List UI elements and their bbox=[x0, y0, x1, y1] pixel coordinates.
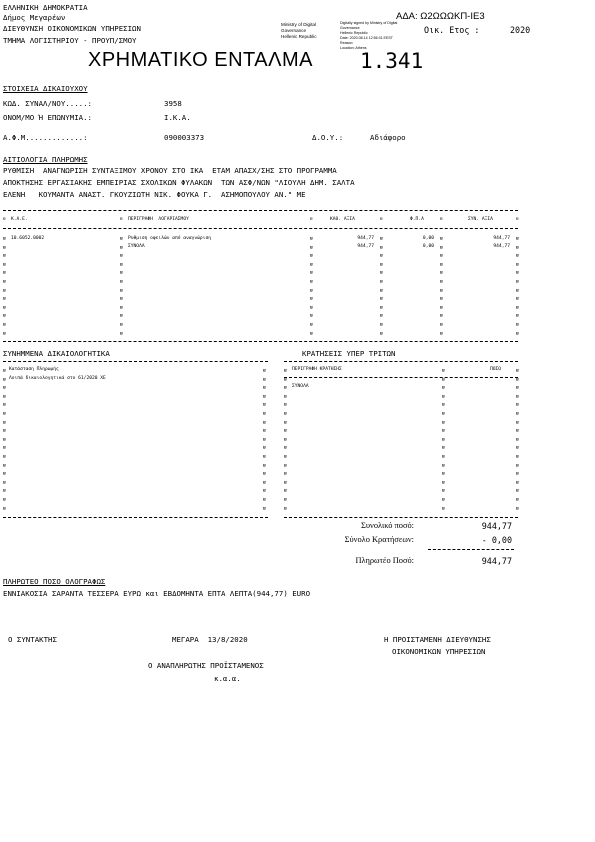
justification-line-2: ΑΠΟΚΤΗΣΗΣ ΕΡΓΑΣΙΑΚΗΣ ΕΜΠΕΙΡΙΑΣ ΣΧΟΛΙΚΩΝ ΦΥΛΑΚΩΝ ΤΩΝ ΑΣΦ/ΝΩΝ "ΛΙΟΥΛΗ ΔΗΜ. ΣΑΛΤΑ bbox=[3, 178, 355, 187]
deputy-signature-2: κ.α.α. bbox=[214, 674, 241, 683]
stamp-left-1: Ministry of Digital bbox=[281, 22, 316, 27]
deductions-border: ɐ ɐ ɐ ɐ ɐ ɐ ɐ ɐ ɐ ɐ ɐ ɐ ɐ ɐ ɐ ɐ ɐ bbox=[516, 368, 520, 512]
col-total: ΣΥΝ. ΑΞΙΑ bbox=[468, 217, 493, 222]
words-text: ΕΝΝΙΑΚΟΣΙΑ ΣΑΡΑΝΤΑ ΤΕΣΣΕΡΑ ΕΥΡΩ και ΕΒΔΟΜΗΝΤΑ ΕΠΤΑ ΛΕΠΤΑ(944,77) EURO bbox=[3, 589, 311, 598]
stamp-left-3: Hellenic Republic bbox=[281, 34, 317, 39]
row-desc: Ρυθμιση οφειλών από αναγνώριση bbox=[128, 236, 211, 241]
fiscal-year-label: Οικ. Ετος : bbox=[424, 25, 480, 35]
document-number: 1.341 bbox=[360, 49, 424, 73]
name-label: ΟΝΟΜ/ΜΟ Ή ΕΠΩΝΥΜΙΑ.: bbox=[3, 113, 92, 122]
justification-heading: ΑΙΤΙΟΛΟΓΙΑ ΠΛΗΡΩΜΗΣ bbox=[3, 155, 88, 164]
deputy-signature-1: Ο ΑΝΑΠΛΗΡΩΤΗΣ ΠΡΟΪΣΤΑΜΕΝΟΣ bbox=[148, 661, 264, 670]
payable-label: Πληρωτέο Ποσό: bbox=[355, 556, 414, 565]
table-bottom-rule bbox=[3, 341, 518, 342]
deductions-heading: ΚΡΑΤΗΣΕΙΣ ΥΠΕΡ ΤΡΙΤΩΝ bbox=[302, 349, 396, 358]
document-title: ΧΡΗΜΑΤΙΚΟ ΕΝΤΑΛΜΑ bbox=[88, 49, 313, 71]
afm-value: 090003373 bbox=[164, 133, 205, 142]
deductions-border: ɐ ɐ ɐ ɐ ɐ ɐ ɐ ɐ ɐ ɐ ɐ ɐ ɐ ɐ ɐ ɐ ɐ bbox=[442, 368, 446, 512]
author-signature: Ο ΣΥΝΤΑΚΤΗΣ bbox=[8, 635, 57, 644]
row-kae: 10.6052.0002 bbox=[11, 236, 45, 241]
beneficiary-heading: ΣΤΟΙΧΕΙΑ ΔΙΚΑΙΟΥΧΟΥ bbox=[3, 84, 88, 93]
director-signature-2: ΟΙΚΟΝΟΜΙΚΩΝ ΥΠΗΡΕΣΙΩΝ bbox=[392, 647, 486, 656]
table-column-border: ɐ ɐ ɐ ɐ ɐ ɐ ɐ ɐ ɐ ɐ ɐ ɐ bbox=[380, 236, 384, 337]
row-net: 944,77 bbox=[357, 244, 374, 249]
code-value: 3958 bbox=[164, 99, 182, 108]
deductions-col-amount: ΠΟΣΟ bbox=[490, 367, 502, 372]
table-column-border: ɐ ɐ ɐ ɐ ɐ ɐ ɐ ɐ ɐ ɐ ɐ ɐ bbox=[516, 236, 520, 337]
col-vat: Φ.Π.Α bbox=[410, 217, 424, 222]
deductions-col-desc: ΠΕΡΙΓΡΑΦΗ ΚΡΑΤΗΣΗΣ bbox=[292, 367, 342, 372]
row-vat: 0,00 bbox=[422, 244, 434, 249]
deductions-border: ɐ ɐ ɐ ɐ ɐ ɐ ɐ ɐ ɐ ɐ ɐ ɐ ɐ ɐ ɐ ɐ ɐ bbox=[284, 368, 288, 512]
table-header-rule bbox=[3, 228, 518, 229]
total-label: Συνολικό ποσό: bbox=[361, 521, 414, 530]
attachments-heading: ΣΥΝΗΜΜΕΝΑ ΔΙΚΑΙΟΛΟΓΗΤΙΚΑ bbox=[3, 349, 110, 358]
deductions-total-label: Σύνολο Κρατήσεων: bbox=[344, 535, 414, 544]
col-net: ΚΑΘ. ΑΞΙΑ bbox=[330, 217, 355, 222]
afm-label: Α.Φ.Μ.............: bbox=[3, 133, 88, 142]
table-column-border: ɐ ɐ ɐ ɐ ɐ ɐ ɐ ɐ ɐ ɐ ɐ ɐ bbox=[310, 236, 314, 337]
deductions-total-value: - 0,00 bbox=[481, 535, 512, 545]
org-line-4: ΤΜΗΜΑ ΛΟΓΙΣΤΗΡΙΟΥ - ΠΡΟΥΠ/ΣΜΟΥ bbox=[3, 36, 137, 45]
fiscal-year-value: 2020 bbox=[510, 25, 531, 35]
deductions-totals-row: ΣΥΝΟΛΑ bbox=[292, 384, 309, 389]
table-column-border: ɐ ɐ ɐ ɐ ɐ ɐ ɐ ɐ ɐ ɐ ɐ ɐ bbox=[3, 236, 7, 337]
doy-value: Αδιάφορο bbox=[370, 133, 406, 142]
col-desc: ΠΕΡΙΓΡΑΦΗ ΛΟΓΑΡΙΑΣΜΟΥ bbox=[128, 217, 189, 222]
place-date: ΜΕΓΑΡΑ 13/8/2020 bbox=[172, 635, 248, 644]
stamp-right-3: Hellenic Republic bbox=[340, 31, 368, 35]
stamp-right-1: Digitally signed by Ministry of Digital bbox=[340, 21, 398, 25]
row-total: 944,77 bbox=[493, 236, 510, 241]
stamp-right-2: Governance bbox=[340, 26, 360, 30]
name-value: Ι.Κ.Α. bbox=[164, 113, 191, 122]
doy-label: Δ.Ο.Υ.: bbox=[312, 133, 344, 142]
total-value: 944,77 bbox=[481, 521, 512, 531]
col-kae: Κ.Α.Ε. bbox=[11, 217, 28, 222]
org-line-1: ΕΛΛΗΝΙΚΗ ΔΗΜΟΚΡΑΤΙΑ bbox=[3, 3, 88, 12]
ada-code: ΑΔΑ: Ω2ΩΩΩΚΠ-ΙΕ3 bbox=[396, 11, 485, 22]
attachments-border: ɐ ɐ ɐ ɐ ɐ ɐ ɐ ɐ ɐ ɐ ɐ ɐ ɐ ɐ ɐ ɐ ɐ bbox=[263, 368, 267, 512]
row-desc: ΣΥΝΟΛΑ bbox=[128, 244, 145, 249]
stamp-right-6: Location: Athens bbox=[340, 46, 367, 50]
org-line-2: Δήμος Μεγαρέων bbox=[3, 13, 66, 22]
justification-line-3: ΕΛΕΝΗ ΚΟΥΜΑΝΤΑ ΑΝΑΣΤ. ΓΚΟΥΖΙΩΤΗ ΝΙΚ. ΦΟΥΚΑ Γ. ΑΣΗΜΟΠΟΥΛΟΥ ΑΝ." ΜΕ bbox=[3, 190, 306, 199]
payable-value: 944,77 bbox=[481, 556, 512, 566]
justification-line-1: ΡΥΘΜΙΣΗ ΑΝΑΓΝΩΡΙΣΗ ΣΥΝΤΑΞΙΜΟΥ ΧΡΟΝΟΥ ΣΤΟ ΙΚΑ ΕΤΑΜ ΑΠΑΣΧ/ΣΗΣ ΣΤΟ ΠΡΟΓΡΑΜΜΑ bbox=[3, 166, 337, 175]
table-top-rule bbox=[3, 210, 518, 211]
words-heading: ΠΛΗΡΩΤΕΟ ΠΟΣΟ ΟΛΟΓΡΑΦΩΣ bbox=[3, 577, 106, 586]
table-column-border: ɐ ɐ ɐ ɐ ɐ ɐ ɐ ɐ ɐ ɐ ɐ ɐ bbox=[440, 236, 444, 337]
director-signature-1: Η ΠΡΟΙΣΤΑΜΕΝΗ ΔΙΕΥΘΥΝΣΗΣ bbox=[384, 635, 491, 644]
org-line-3: ΔΙΕΥΘΥΝΣΗ ΟΙΚΟΝΟΜΙΚΩΝ ΥΠΗΡΕΣΙΩΝ bbox=[3, 24, 141, 33]
row-vat: 0,00 bbox=[422, 236, 434, 241]
stamp-right-5: Reason: bbox=[340, 41, 354, 45]
code-label: ΚΩΔ. ΣΥΝΑΛ/ΝΟΥ.....: bbox=[3, 99, 92, 108]
attachments-border: ɐ ɐ ɐ ɐ ɐ ɐ ɐ ɐ ɐ ɐ ɐ ɐ ɐ ɐ ɐ ɐ ɐ bbox=[3, 368, 7, 512]
row-net: 944,77 bbox=[357, 236, 374, 241]
row-total: 944,77 bbox=[493, 244, 510, 249]
stamp-left-2: Governance bbox=[281, 28, 307, 33]
table-column-border: ɐ ɐ ɐ ɐ ɐ ɐ ɐ ɐ ɐ ɐ ɐ ɐ bbox=[120, 236, 124, 337]
stamp-right-4: Date: 2020.08.14 12:56:31 EEST bbox=[340, 36, 393, 40]
